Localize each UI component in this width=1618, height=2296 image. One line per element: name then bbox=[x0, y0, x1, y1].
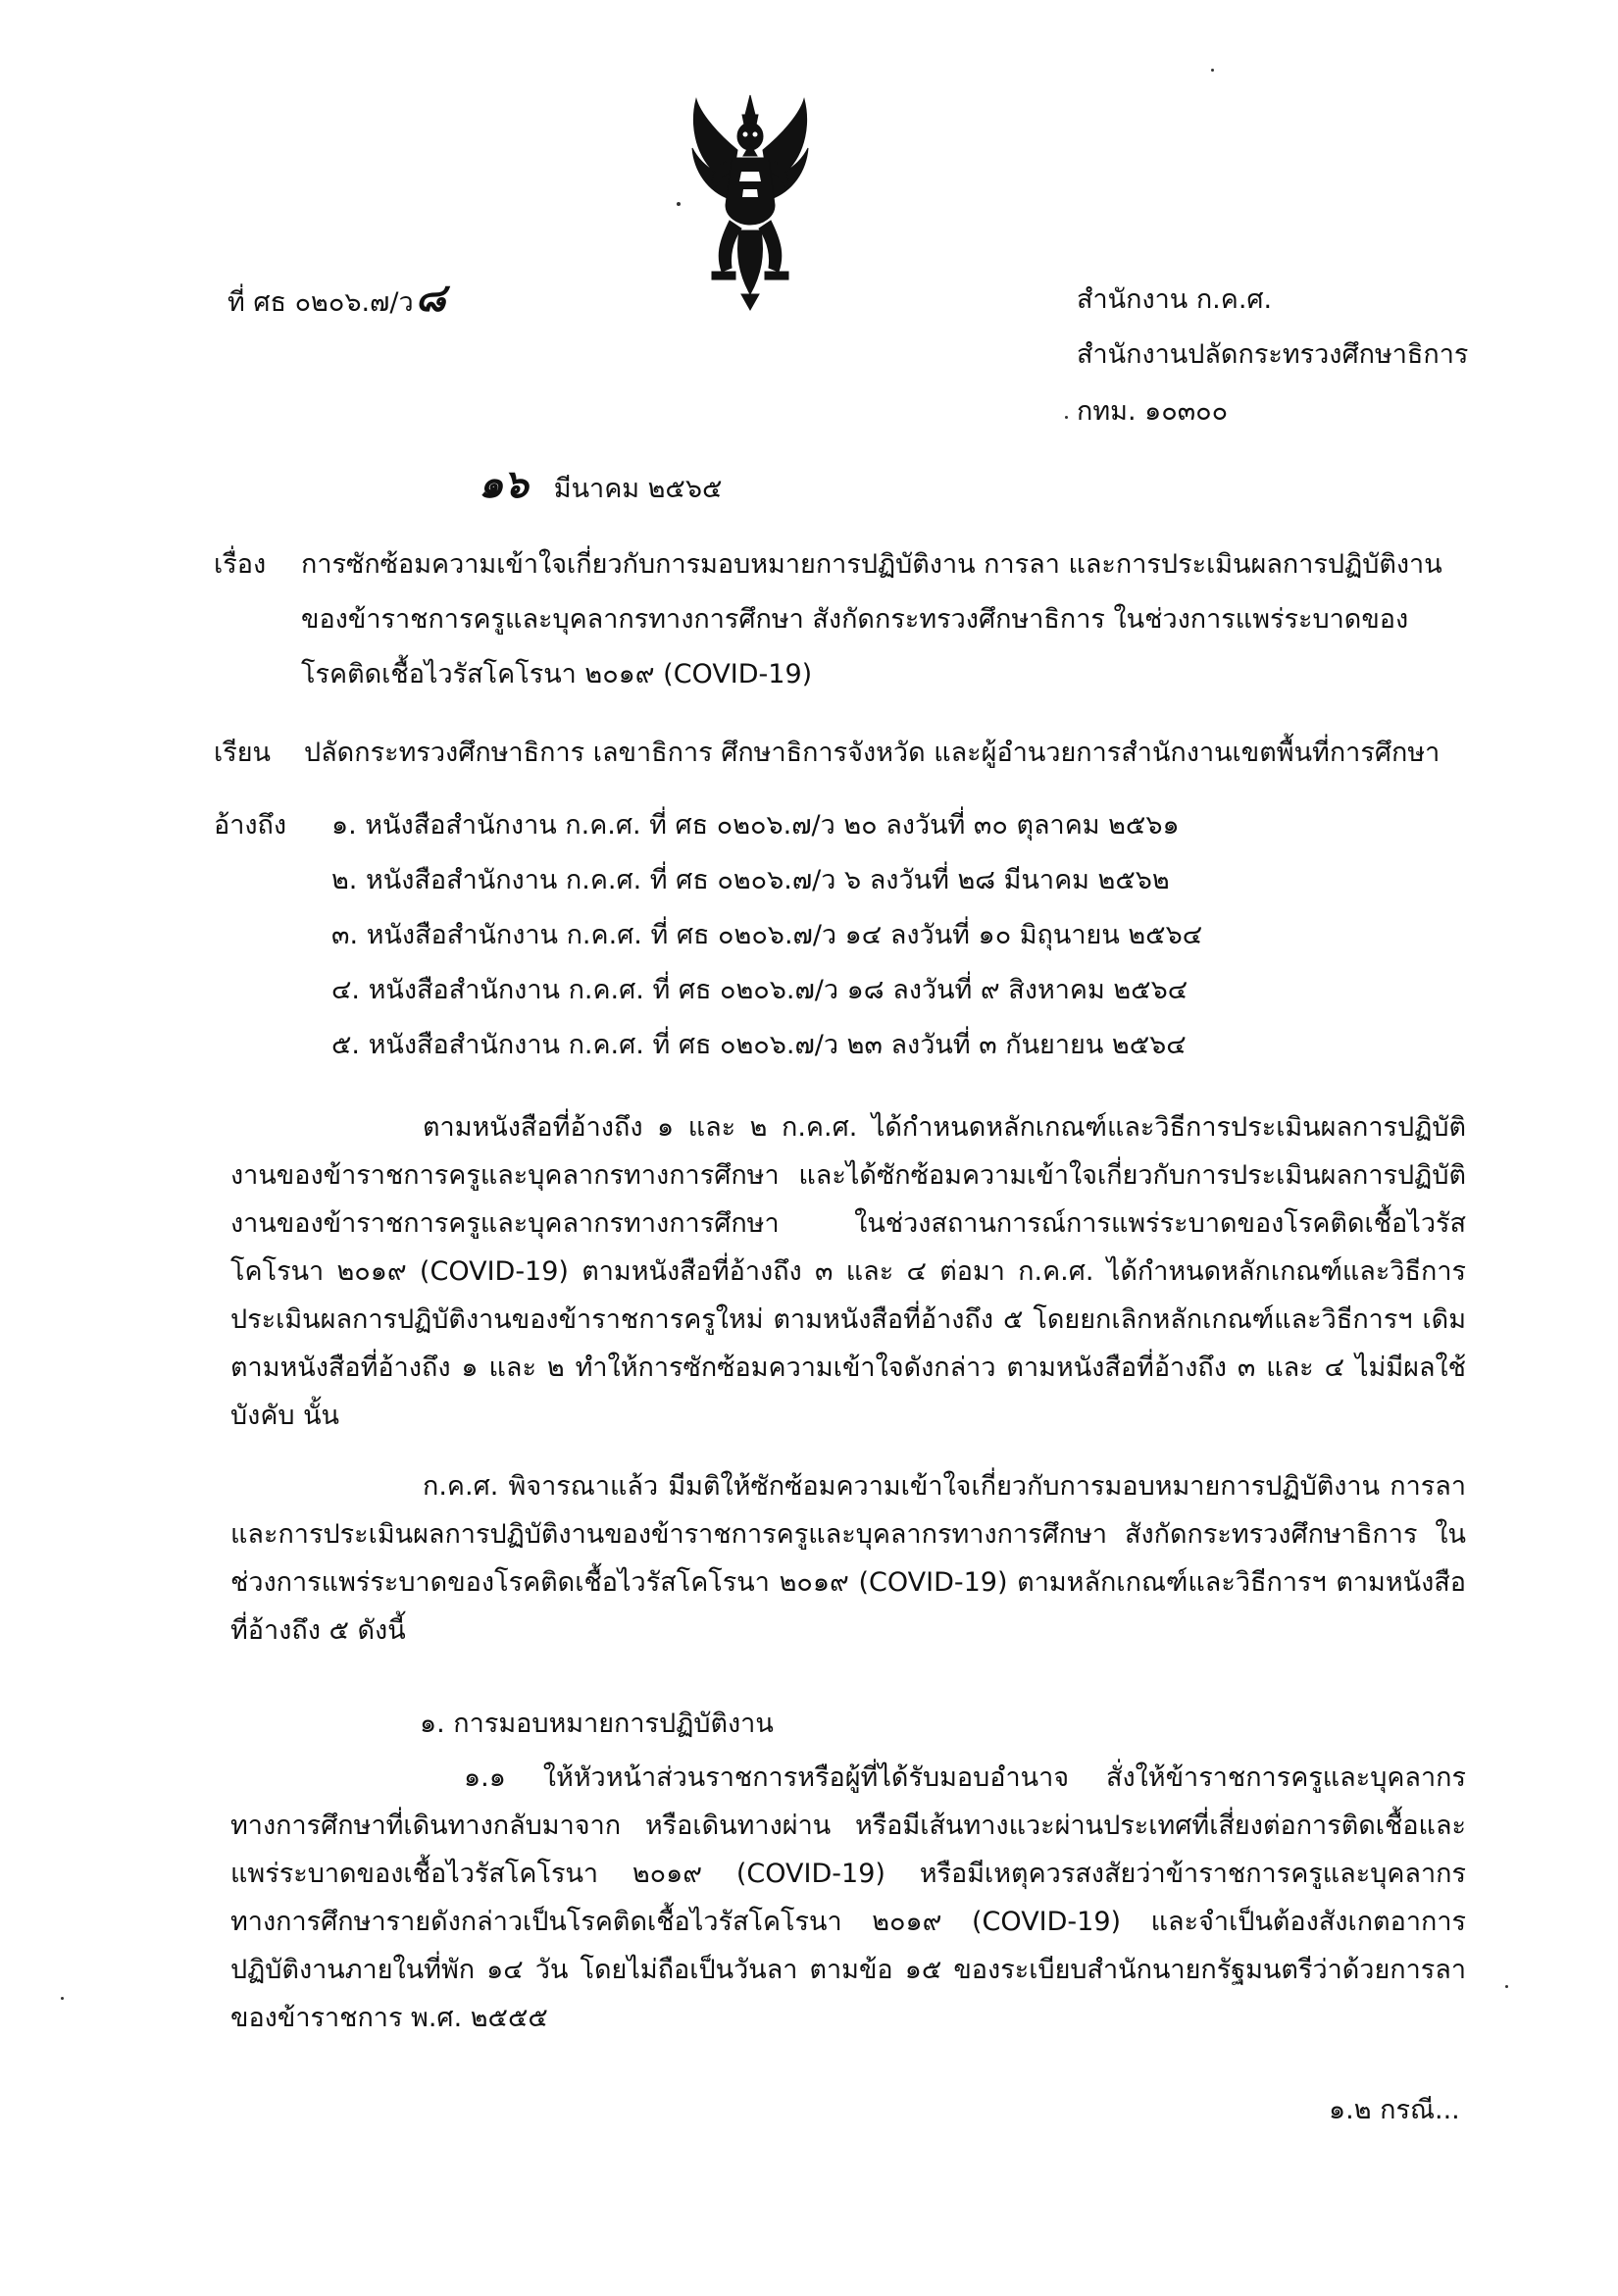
paragraph-background bbox=[230, 1103, 1466, 1440]
item-1-1-block bbox=[230, 1754, 1466, 2042]
scan-speck bbox=[1211, 69, 1214, 72]
section-1-heading: ๑. การมอบหมายการปฏิบัติงาน bbox=[420, 1709, 774, 1739]
agency-line-1: สำนักงาน ก.ค.ศ. bbox=[1077, 284, 1273, 315]
garuda-emblem-icon bbox=[686, 93, 814, 314]
paragraph-decision bbox=[230, 1462, 1466, 1655]
references-label: อ้างถึง bbox=[214, 810, 287, 841]
subject-line-3: โรคติดเชื้อไวรัสโคโรนา ๒๐๑๙ (COVID-19) bbox=[301, 659, 813, 689]
paragraph-1: ตามหนังสือที่อ้างถึง ๑ และ ๒ ก.ค.ศ. ได้กำหนดหลักเกณฑ์และวิธีการประเมินผลการปฏิบัติงานของข้าราชการครูและบุคลากรทางการศึกษา และได้ซักซ้อมความเข้าใจเกี่ยวกับการประเมินผลการปฏิบัติงานของข้าราชการครูและบุคลากรทางการศึกษา ในช่วงสถานการณ์การแพร่ระบาดของโรคติดเชื้อไวรัสโคโรนา ๒๐๑๙ (COVID-19) ตามหนังสือที่อ้างถึง ๓ และ ๔ ต่อมา ก.ค.ศ. ได้กำหนดหลักเกณฑ์และวิธีการประเมินผลการปฏิบัติงานของข้าราชการครูใหม่ ตามหนังสือที่อ้างถึง ๕ โดยยกเลิกหลักเกณฑ์และวิธีการฯ เดิม ตามหนังสือที่อ้างถึง ๑ และ ๒ ทำให้การซักซ้อมความเข้าใจดังกล่าว ตามหนังสือที่อ้างถึง ๓ และ ๔ ไม่มีผลใช้บังคับ นั้น bbox=[230, 1112, 1466, 1431]
reference-item: ๓. หนังสือสำนักงาน ก.ค.ศ. ที่ ศธ ๐๒๐๖.๗/ว ๑๔ ลงวันที่ ๑๐ มิถุนายน ๒๕๖๔ bbox=[331, 920, 1203, 950]
date-day-handwritten: ๑๖ bbox=[479, 461, 529, 507]
scan-speck bbox=[677, 202, 681, 206]
agency-line-2: สำนักงานปลัดกระทรวงศึกษาธิการ bbox=[1077, 339, 1469, 370]
scan-speck bbox=[1505, 1985, 1508, 1988]
subject-label: เรื่อง bbox=[214, 549, 267, 580]
item-1-1-text: ๑.๑ ให้หัวหน้าส่วนราชการหรือผู้ที่ได้รับมอบอำนาจ สั่งให้ข้าราชการครูและบุคลากรทางการศึกษาที่เดินทางกลับมาจาก หรือเดินทางผ่าน หรือมีเส้นทางแวะผ่านประเทศที่เสี่ยงต่อการติดเชื้อและแพร่ระบาดของเชื้อไวรัสโคโรนา ๒๐๑๙ (COVID-19) หรือมีเหตุควรสงสัยว่าข้าราชการครูและบุคลากรทางการศึกษารายดังกล่าวเป็นโรคติดเชื้อไวรัสโคโรนา ๒๐๑๙ (COVID-19) และจำเป็นต้องสังเกตอาการปฏิบัติงานภายในที่พัก ๑๔ วัน โดยไม่ถือเป็นวันลา ตามข้อ ๑๕ ของระเบียบสำนักนายกรัฐมนตรีว่าด้วยการลาของข้าราชการ พ.ศ. ๒๕๕๕ bbox=[230, 1762, 1466, 2033]
reference-item: ๑. หนังสือสำนักงาน ก.ค.ศ. ที่ ศธ ๐๒๐๖.๗/ว ๒๐ ลงวันที่ ๓๐ ตุลาคม ๒๕๖๑ bbox=[331, 810, 1180, 841]
document-number-prefix: ที่ ศธ ๐๒๐๖.๗/ว bbox=[228, 287, 414, 318]
paragraph-2: ก.ค.ศ. พิจารณาแล้ว มีมติให้ซักซ้อมความเข้าใจเกี่ยวกับการมอบหมายการปฏิบัติงาน การลา และการประเมินผลการปฏิบัติงานของข้าราชการครูและบุคลากรทางการศึกษา สังกัดกระทรวงศึกษาธิการ ในช่วงการแพร่ระบาดของโรคติดเชื้อไวรัสโคโรนา ๒๐๑๙ (COVID-19) ตามหลักเกณฑ์และวิธีการฯ ตามหนังสือที่อ้างถึง ๕ ดังนี้ bbox=[230, 1471, 1466, 1646]
page-continuation: ๑.๒ กรณี... bbox=[1329, 2095, 1460, 2125]
subject-line-2: ของข้าราชการครูและบุคลากรทางการศึกษา สังกัดกระทรวงศึกษาธิการ ในช่วงการแพร่ระบาดของ bbox=[301, 604, 1409, 635]
subject-line-1: การซักซ้อมความเข้าใจเกี่ยวกับการมอบหมายการปฏิบัติงาน การลา และการประเมินผลการปฏิบัติงาน bbox=[301, 549, 1442, 580]
scan-speck bbox=[1065, 416, 1068, 419]
document-number-handwritten: ๘ bbox=[415, 275, 446, 321]
salutation-text: ปลัดกระทรวงศึกษาธิการ เลขาธิการ ศึกษาธิการจังหวัด และผู้อำนวยการสำนักงานเขตพื้นที่การศึกษา bbox=[304, 738, 1441, 768]
reference-item: ๒. หนังสือสำนักงาน ก.ค.ศ. ที่ ศธ ๐๒๐๖.๗/ว ๖ ลงวันที่ ๒๘ มีนาคม ๒๕๖๒ bbox=[331, 865, 1170, 895]
scan-speck bbox=[61, 1997, 64, 2000]
document-number bbox=[228, 275, 446, 323]
document-date bbox=[479, 461, 723, 509]
reference-item: ๕. หนังสือสำนักงาน ก.ค.ศ. ที่ ศธ ๐๒๐๖.๗/ว ๒๓ ลงวันที่ ๓ กันยายน ๒๕๖๔ bbox=[331, 1030, 1187, 1060]
salutation-label: เรียน bbox=[214, 738, 272, 768]
agency-line-3: กทม. ๑๐๓๐๐ bbox=[1077, 396, 1229, 427]
date-month-year: มีนาคม ๒๕๖๕ bbox=[553, 474, 723, 504]
reference-item: ๔. หนังสือสำนักงาน ก.ค.ศ. ที่ ศธ ๐๒๐๖.๗/ว ๑๘ ลงวันที่ ๙ สิงหาคม ๒๕๖๔ bbox=[331, 975, 1188, 1005]
